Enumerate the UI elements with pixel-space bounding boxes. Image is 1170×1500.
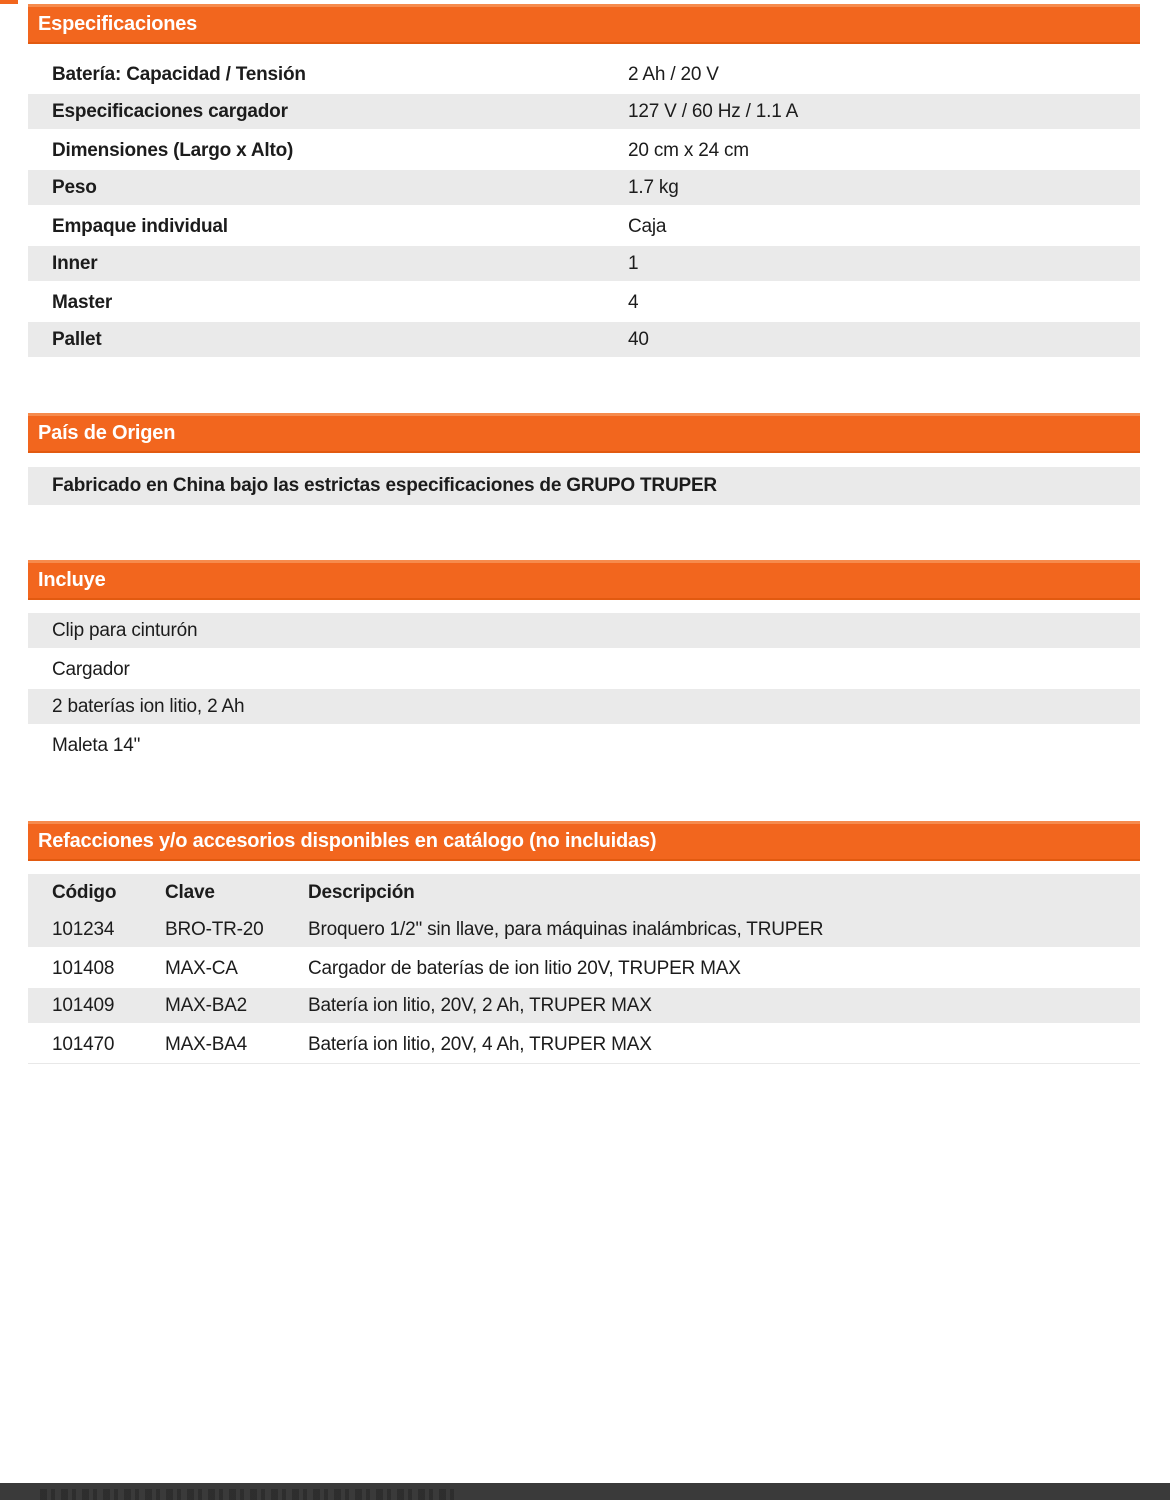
list-item-text: Clip para cinturón xyxy=(52,619,198,641)
section-header-pais-de-origen xyxy=(28,413,1140,453)
list-item xyxy=(28,651,1140,689)
spec-value: Caja xyxy=(628,216,667,237)
spec-row xyxy=(28,170,1140,208)
cell-codigo: 101470 xyxy=(52,1033,115,1055)
section-header-especificaciones xyxy=(28,4,1140,44)
spec-label: Master xyxy=(52,292,113,313)
cell-codigo: 101234 xyxy=(52,918,115,940)
section-title: País de Origen xyxy=(38,422,176,444)
cell-clave: MAX-BA4 xyxy=(165,1033,248,1055)
column-header-codigo: Código xyxy=(52,882,117,903)
section-title: Refacciones y/o accesorios disponibles en catálogo (no incluidas) xyxy=(38,830,657,852)
cell-descripcion: Batería ion litio, 20V, 2 Ah, TRUPER MAX xyxy=(308,994,652,1016)
footer-cropped-text xyxy=(40,1489,460,1500)
top-left-cropped-element xyxy=(0,0,18,4)
spec-row xyxy=(28,132,1140,170)
spec-row xyxy=(28,322,1140,360)
list-item xyxy=(28,613,1140,651)
section-header-incluye xyxy=(28,560,1140,600)
cell-clave: BRO-TR-20 xyxy=(165,918,264,940)
spec-value: 20 cm x 24 cm xyxy=(628,140,749,161)
section-title: Incluye xyxy=(38,569,106,591)
cell-clave: MAX-CA xyxy=(165,958,238,979)
spec-row xyxy=(28,284,1140,322)
table-row xyxy=(28,1026,1140,1064)
spec-value: 2 Ah / 20 V xyxy=(628,64,719,85)
column-header-descripcion: Descripción xyxy=(308,882,415,903)
cell-clave: MAX-BA2 xyxy=(165,994,248,1016)
table-row xyxy=(28,912,1140,950)
section-header-refacciones xyxy=(28,821,1140,861)
list-item-text: Maleta 14" xyxy=(52,735,141,756)
origin-statement: Fabricado en China bajo las estrictas especificaciones de GRUPO TRUPER xyxy=(28,467,1140,505)
spec-label: Dimensiones (Largo x Alto) xyxy=(52,140,294,161)
spec-value: 4 xyxy=(628,292,639,313)
cell-codigo: 101409 xyxy=(52,994,115,1016)
table-row xyxy=(28,988,1140,1026)
accessories-table xyxy=(28,874,1140,1064)
section-title: Especificaciones xyxy=(38,13,198,35)
spec-value: 1 xyxy=(628,252,639,274)
spec-row xyxy=(28,94,1140,132)
list-item-text: Cargador xyxy=(52,659,130,680)
origin-block xyxy=(28,467,1140,505)
include-list xyxy=(28,613,1140,765)
list-item-text: 2 baterías ion litio, 2 Ah xyxy=(52,695,245,717)
table-row xyxy=(28,950,1140,988)
list-item xyxy=(28,727,1140,765)
cell-descripcion: Cargador de baterías de ion litio 20V, TRUPER MAX xyxy=(308,958,741,979)
spec-label: Peso xyxy=(52,176,97,198)
spec-row xyxy=(28,56,1140,94)
spec-row xyxy=(28,208,1140,246)
spec-label: Inner xyxy=(52,252,98,274)
footer-bar xyxy=(0,1483,1170,1500)
cell-codigo: 101408 xyxy=(52,958,115,979)
spec-value: 40 xyxy=(628,328,649,350)
spec-label: Especificaciones cargador xyxy=(52,100,288,122)
specs-table xyxy=(28,56,1140,360)
column-header-clave: Clave xyxy=(165,882,215,903)
cell-descripcion: Batería ion litio, 20V, 4 Ah, TRUPER MAX xyxy=(308,1033,652,1055)
table-header-row xyxy=(28,874,1140,912)
spec-label: Batería: Capacidad / Tensión xyxy=(52,64,306,85)
spec-label: Pallet xyxy=(52,328,102,350)
cell-descripcion: Broquero 1/2" sin llave, para máquinas inalámbricas, TRUPER xyxy=(308,918,824,940)
spec-value: 1.7 kg xyxy=(628,176,679,198)
list-item xyxy=(28,689,1140,727)
spec-row xyxy=(28,246,1140,284)
spec-value: 127 V / 60 Hz / 1.1 A xyxy=(628,100,799,122)
spec-label: Empaque individual xyxy=(52,216,228,237)
